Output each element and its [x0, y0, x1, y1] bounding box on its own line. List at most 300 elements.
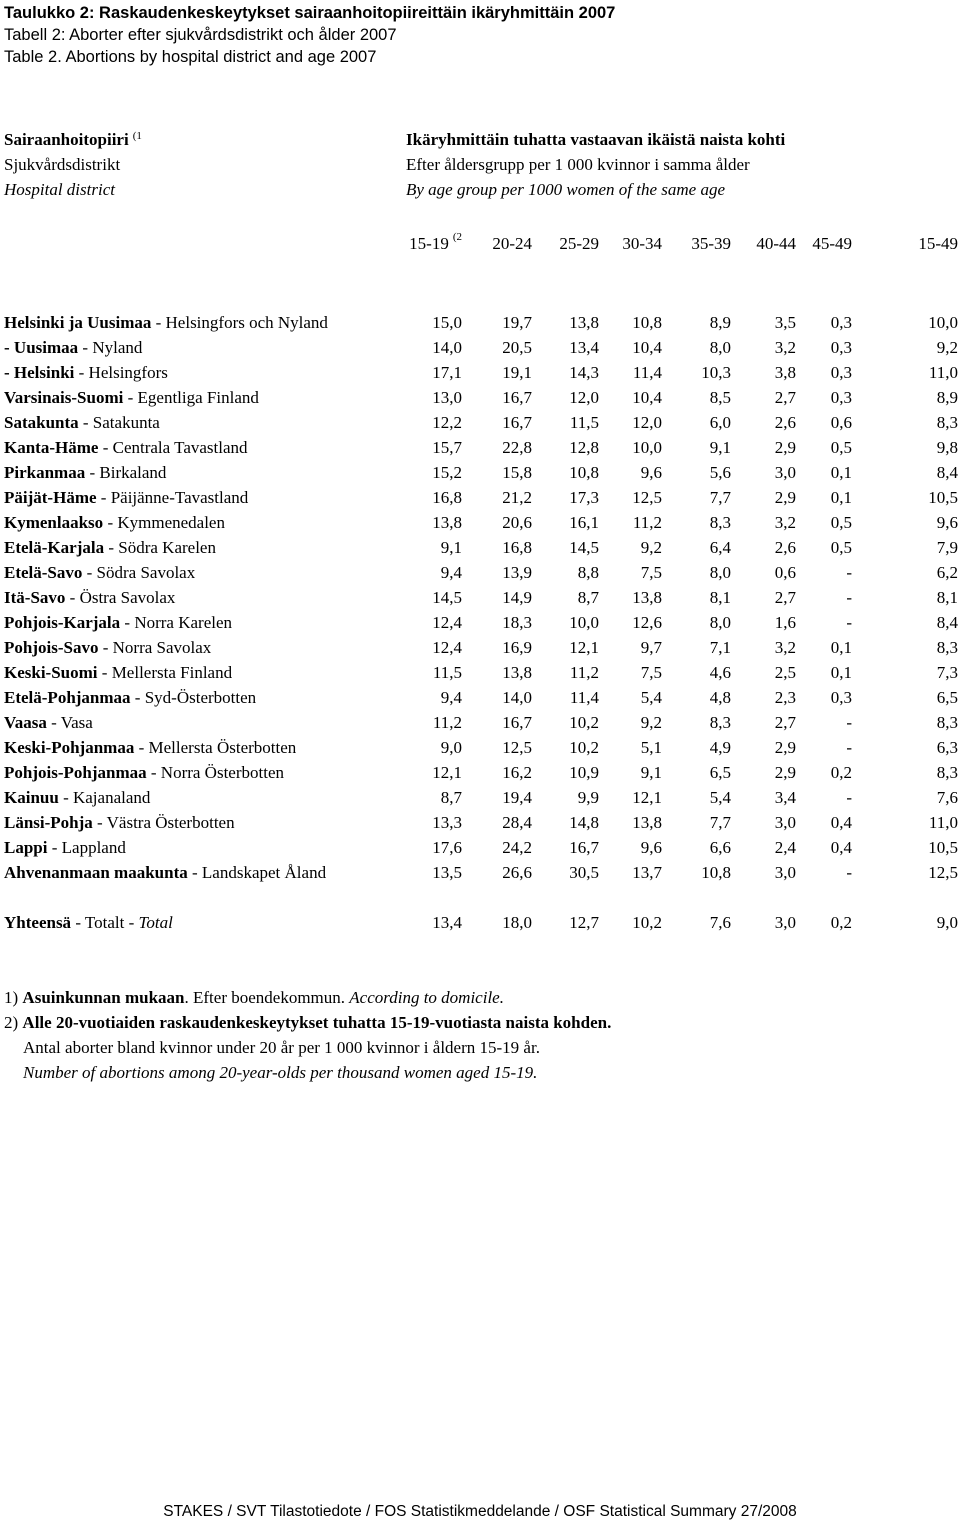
- rate-cell: -: [846, 788, 852, 807]
- rate-cell: 14,0: [502, 688, 532, 707]
- district-name-fi: Pohjois-Savo: [4, 638, 99, 657]
- district-name: [4, 585, 175, 610]
- rate-cell: 13,4: [432, 913, 462, 932]
- rate-cell: 8,1: [709, 588, 731, 607]
- district-name-fi: Helsinki ja Uusimaa: [4, 313, 152, 332]
- district-name-fi: Kainuu: [4, 788, 59, 807]
- rate-cell: 9,2: [936, 338, 958, 357]
- table-row: [0, 460, 960, 485]
- district-name-sv: - Södra Savolax: [82, 563, 196, 582]
- rate-cell: 14,5: [432, 588, 462, 607]
- rate-cell: 8,0: [709, 563, 731, 582]
- rate-cell: 12,8: [569, 438, 599, 457]
- table-row: [0, 310, 960, 335]
- rate-cell: 19,1: [502, 363, 532, 382]
- age-group-label: 15-49: [918, 234, 958, 253]
- district-name: [4, 310, 328, 335]
- rate-cell: 12,5: [928, 863, 958, 882]
- rate-cell: 0,3: [830, 363, 852, 382]
- rate-cell: 16,2: [502, 763, 532, 782]
- rate-cell: 15,7: [432, 438, 462, 457]
- age-group-label: 30-34: [622, 234, 662, 253]
- rate-cell: 3,2: [774, 338, 796, 357]
- rate-cell: 15,8: [502, 463, 532, 482]
- rate-cell: 2,9: [774, 763, 796, 782]
- district-name-sv: - Birkaland: [85, 463, 167, 482]
- rate-cell: 16,8: [432, 488, 462, 507]
- rate-cell: 18,3: [502, 613, 532, 632]
- rate-cell: 10,5: [928, 838, 958, 857]
- district-name: [4, 435, 248, 460]
- rate-cell: 3,4: [774, 788, 796, 807]
- rate-cell: 10,2: [569, 738, 599, 757]
- rate-cell: 9,1: [640, 763, 662, 782]
- rate-cell: -: [846, 863, 852, 882]
- footnote-1-sv: . Efter boendekommun.: [184, 988, 350, 1007]
- rate-cell: 12,1: [432, 763, 462, 782]
- rate-cell: 14,8: [569, 813, 599, 832]
- measure-header-fi: Ikäryhmittäin tuhatta vastaavan ikäistä naista kohti: [406, 130, 786, 149]
- rate-cell: 12,5: [632, 488, 662, 507]
- table-row: [0, 435, 960, 460]
- rate-cell: 19,4: [502, 788, 532, 807]
- rate-cell: 14,5: [569, 538, 599, 557]
- rate-cell: 12,7: [569, 913, 599, 932]
- district-name: [4, 485, 248, 510]
- rate-cell: 12,4: [432, 613, 462, 632]
- rate-cell: 3,2: [774, 638, 796, 657]
- age-group-label: 15-19: [409, 234, 449, 253]
- rate-cell: 9,2: [640, 713, 662, 732]
- total-label-fi: Yhteensä: [4, 913, 72, 932]
- age-group-header-row: [0, 231, 960, 258]
- district-name-fi: Pirkanmaa: [4, 463, 86, 482]
- table-titles: [4, 2, 615, 68]
- rate-cell: 11,4: [632, 363, 662, 382]
- rate-cell: 7,9: [936, 538, 958, 557]
- rate-cell: 6,5: [936, 688, 958, 707]
- rate-cell: 16,7: [502, 388, 532, 407]
- district-name-fi: Etelä-Pohjanmaa: [4, 688, 131, 707]
- rate-cell: 12,1: [569, 638, 599, 657]
- district-name: [4, 810, 235, 835]
- rate-cell: 6,5: [709, 763, 731, 782]
- rate-cell: 2,3: [774, 688, 796, 707]
- district-name: [4, 685, 256, 710]
- rate-cell: 8,0: [709, 613, 731, 632]
- rate-cell: 3,0: [774, 913, 796, 932]
- footnote-1-fi: Asuinkunnan mukaan: [22, 988, 185, 1007]
- district-name-sv: - Kymmenedalen: [103, 513, 225, 532]
- rate-cell: 6,0: [709, 413, 731, 432]
- rate-cell: 5,4: [640, 688, 662, 707]
- rate-cell: 5,1: [640, 738, 662, 757]
- rate-cell: 13,4: [569, 338, 599, 357]
- district-name: [4, 385, 259, 410]
- rate-cell: 12,0: [569, 388, 599, 407]
- district-name-sv: - Lappland: [47, 838, 126, 857]
- age-group-header: [529, 234, 599, 254]
- district-name-sv: - Päijänne-Tavastland: [96, 488, 249, 507]
- rate-cell: 4,8: [709, 688, 731, 707]
- district-name-fi: Pohjois-Pohjanmaa: [4, 763, 147, 782]
- measure-column-header: [406, 127, 785, 202]
- age-group-label: 45-49: [812, 234, 852, 253]
- rate-cell: 0,1: [830, 463, 852, 482]
- district-column-header: [4, 127, 142, 202]
- table-row: [0, 735, 960, 760]
- district-name-sv: - Kajanaland: [58, 788, 151, 807]
- rate-cell: 0,3: [830, 338, 852, 357]
- rate-cell: 8,3: [936, 638, 958, 657]
- district-name: [4, 560, 195, 585]
- rate-cell: 8,3: [709, 513, 731, 532]
- table-row: [0, 485, 960, 510]
- rate-cell: 0,3: [830, 388, 852, 407]
- title-english: Table 2. Abortions by hospital district and age 2007: [4, 48, 377, 66]
- rate-cell: -: [846, 713, 852, 732]
- rate-cell: 0,6: [774, 563, 796, 582]
- rate-cell: 13,3: [432, 813, 462, 832]
- district-name-sv: - Vasa: [46, 713, 93, 732]
- rate-cell: 7,5: [640, 663, 662, 682]
- district-name-fi: Varsinais-Suomi: [4, 388, 124, 407]
- rate-cell: 3,0: [774, 863, 796, 882]
- rate-cell: 13,8: [502, 663, 532, 682]
- rate-cell: 8,3: [936, 763, 958, 782]
- age-group-header: [382, 231, 462, 254]
- district-name: [4, 835, 126, 860]
- rate-cell: 9,4: [440, 688, 462, 707]
- rate-cell: 13,5: [432, 863, 462, 882]
- district-name-fi: Lappi: [4, 838, 48, 857]
- rate-cell: 0,5: [830, 438, 852, 457]
- table-row: [0, 760, 960, 785]
- rate-cell: 16,7: [502, 713, 532, 732]
- rate-cell: 0,5: [830, 538, 852, 557]
- rate-cell: 13,7: [632, 863, 662, 882]
- district-name-fi: Etelä-Karjala: [4, 538, 105, 557]
- rate-cell: 0,3: [830, 313, 852, 332]
- rate-cell: 8,9: [709, 313, 731, 332]
- footnote-1-en: According to domicile.: [349, 988, 504, 1007]
- table-row: [0, 560, 960, 585]
- page-footer: STAKES / SVT Tilastotiedote / FOS Statistikmeddelande / OSF Statistical Summary 27/2008: [163, 1503, 797, 1520]
- district-name-fi: Kymenlaakso: [4, 513, 104, 532]
- rate-cell: 0,1: [830, 663, 852, 682]
- rate-cell: 13,8: [632, 813, 662, 832]
- rate-cell: 9,1: [440, 538, 462, 557]
- district-name: [4, 610, 232, 635]
- rate-cell: 8,3: [709, 713, 731, 732]
- rate-cell: 24,2: [502, 838, 532, 857]
- age-group-label: 25-29: [559, 234, 599, 253]
- footnote-2-en: Number of abortions among 20-year-olds per thousand women aged 15-19.: [23, 1063, 538, 1082]
- rate-cell: 20,6: [502, 513, 532, 532]
- rate-cell: 8,4: [936, 613, 958, 632]
- table-row: [0, 660, 960, 685]
- district-name-sv: - Nyland: [78, 338, 143, 357]
- table-row: [0, 835, 960, 860]
- district-name-sv: - Helsingfors: [74, 363, 168, 382]
- table-row: [0, 810, 960, 835]
- rate-cell: 9,6: [640, 838, 662, 857]
- district-name: [4, 510, 225, 535]
- rate-cell: 9,6: [936, 513, 958, 532]
- district-name-sv: - Satakunta: [78, 413, 160, 432]
- rate-cell: 10,4: [632, 338, 662, 357]
- district-name: [4, 535, 216, 560]
- district-name-sv: - Syd-Österbotten: [130, 688, 257, 707]
- rate-cell: -: [846, 738, 852, 757]
- rate-cell: 2,5: [774, 663, 796, 682]
- district-header-fi: Sairaanhoitopiiri: [4, 130, 129, 149]
- rate-cell: 8,3: [936, 713, 958, 732]
- rate-cell: 9,7: [640, 638, 662, 657]
- district-name: [4, 335, 142, 360]
- rate-cell: 0,3: [830, 688, 852, 707]
- rate-cell: -: [846, 588, 852, 607]
- table-row: [0, 610, 960, 635]
- rate-cell: 8,7: [440, 788, 462, 807]
- age-group-header: [888, 234, 958, 254]
- age-group-footnote-ref: (2: [452, 231, 462, 243]
- district-name-fi: Länsi-Pohja: [4, 813, 93, 832]
- footnote-1: [4, 985, 611, 1010]
- rate-cell: 10,4: [632, 388, 662, 407]
- title-swedish: Tabell 2: Aborter efter sjukvårdsdistrikt och ålder 2007: [4, 26, 397, 44]
- district-name-sv: - Norra Karelen: [120, 613, 233, 632]
- rate-cell: 9,2: [640, 538, 662, 557]
- total-label-en: Total: [138, 913, 173, 932]
- rate-cell: 12,6: [632, 613, 662, 632]
- rate-cell: 13,9: [502, 563, 532, 582]
- rate-cell: 10,0: [928, 313, 958, 332]
- rate-cell: 5,6: [709, 463, 731, 482]
- district-header-en: Hospital district: [4, 180, 115, 199]
- rate-cell: 2,6: [774, 538, 796, 557]
- district-name: [4, 785, 150, 810]
- rate-cell: 9,6: [640, 463, 662, 482]
- district-name: [4, 735, 296, 760]
- rate-cell: 7,6: [936, 788, 958, 807]
- rate-cell: 13,8: [432, 513, 462, 532]
- rate-cell: 7,7: [709, 813, 731, 832]
- rate-cell: 16,7: [569, 838, 599, 857]
- rate-cell: 9,0: [936, 913, 958, 932]
- footnote-2-sv: Antal aborter bland kvinnor under 20 år per 1 000 kvinnor i åldern 15-19 år.: [23, 1038, 540, 1057]
- rate-cell: 16,8: [502, 538, 532, 557]
- rate-cell: 30,5: [569, 863, 599, 882]
- rate-cell: 10,0: [569, 613, 599, 632]
- table-row: [0, 510, 960, 535]
- rate-cell: 17,6: [432, 838, 462, 857]
- rate-cell: 8,3: [936, 413, 958, 432]
- table-row: [0, 410, 960, 435]
- rate-cell: 7,3: [936, 663, 958, 682]
- rate-cell: 2,9: [774, 438, 796, 457]
- rate-cell: 7,7: [709, 488, 731, 507]
- rate-cell: 16,7: [502, 413, 532, 432]
- district-name: [4, 360, 168, 385]
- rate-cell: 3,8: [774, 363, 796, 382]
- rate-cell: 2,6: [774, 413, 796, 432]
- district-name: [4, 710, 93, 735]
- rate-cell: 3,2: [774, 513, 796, 532]
- age-group-header: [782, 234, 852, 254]
- total-label-sv: - Totalt -: [71, 913, 139, 932]
- footnote-2-number: 2): [4, 1013, 19, 1032]
- footnote-1-number: 1): [4, 988, 19, 1007]
- rate-cell: 11,2: [569, 663, 599, 682]
- district-name: [4, 760, 284, 785]
- table-row: [0, 360, 960, 385]
- rate-cell: 3,0: [774, 463, 796, 482]
- rate-cell: 6,3: [936, 738, 958, 757]
- rate-cell: 4,6: [709, 663, 731, 682]
- rate-cell: 12,4: [432, 638, 462, 657]
- rate-cell: 8,0: [709, 338, 731, 357]
- rate-cell: 10,2: [569, 713, 599, 732]
- district-name: [4, 660, 232, 685]
- rate-cell: 6,6: [709, 838, 731, 857]
- rate-cell: 10,2: [632, 913, 662, 932]
- rate-cell: 9,8: [936, 438, 958, 457]
- age-group-header: [462, 234, 532, 254]
- rate-cell: 0,4: [830, 838, 852, 857]
- rate-cell: 6,4: [709, 538, 731, 557]
- rate-cell: 7,6: [709, 913, 731, 932]
- rate-cell: 19,7: [502, 313, 532, 332]
- rate-cell: 13,8: [569, 313, 599, 332]
- district-name-sv: - Norra Savolax: [98, 638, 212, 657]
- table-row: [0, 535, 960, 560]
- rate-cell: 21,2: [502, 488, 532, 507]
- rate-cell: 7,5: [640, 563, 662, 582]
- rate-cell: 10,8: [569, 463, 599, 482]
- rate-cell: 7,1: [709, 638, 731, 657]
- age-group-label: 20-24: [492, 234, 532, 253]
- rate-cell: 11,2: [432, 713, 462, 732]
- title-finnish: Taulukko 2: Raskaudenkeskeytykset sairaanhoitopiireittäin ikäryhmittäin 2007: [4, 4, 616, 22]
- rate-cell: 2,4: [774, 838, 796, 857]
- rate-cell: 0,2: [830, 763, 852, 782]
- table-row: [0, 585, 960, 610]
- rate-cell: 22,8: [502, 438, 532, 457]
- rate-cell: 20,5: [502, 338, 532, 357]
- rate-cell: 17,3: [569, 488, 599, 507]
- rate-cell: 11,4: [569, 688, 599, 707]
- rate-cell: 3,0: [774, 813, 796, 832]
- district-name-sv: - Södra Karelen: [104, 538, 216, 557]
- district-name-fi: Keski-Pohjanmaa: [4, 738, 135, 757]
- footnotes: [4, 985, 611, 1085]
- district-name-sv: - Centrala Tavastland: [98, 438, 248, 457]
- rate-cell: 16,9: [502, 638, 532, 657]
- district-name-sv: - Egentliga Finland: [123, 388, 259, 407]
- rate-cell: 5,4: [709, 788, 731, 807]
- district-name-fi: Keski-Suomi: [4, 663, 98, 682]
- district-header-sv: Sjukvårdsdistrikt: [4, 155, 121, 174]
- district-name-fi: Vaasa: [4, 713, 47, 732]
- rate-cell: 11,0: [928, 813, 958, 832]
- rate-cell: 0,1: [830, 488, 852, 507]
- district-name-fi: Itä-Savo: [4, 588, 66, 607]
- rate-cell: 11,5: [432, 663, 462, 682]
- rate-cell: 18,0: [502, 913, 532, 932]
- table-row: [0, 785, 960, 810]
- rate-cell: 0,5: [830, 513, 852, 532]
- rate-cell: 0,1: [830, 638, 852, 657]
- rate-cell: 12,1: [632, 788, 662, 807]
- rate-cell: 10,5: [928, 488, 958, 507]
- rate-cell: 6,2: [936, 563, 958, 582]
- district-name-fi: Satakunta: [4, 413, 79, 432]
- rate-cell: 8,1: [936, 588, 958, 607]
- rate-cell: 9,4: [440, 563, 462, 582]
- rate-cell: 16,1: [569, 513, 599, 532]
- age-group-label: 40-44: [756, 234, 796, 253]
- table-row: [0, 860, 960, 885]
- footnote-2-fi: Alle 20-vuotiaiden raskaudenkeskeytykset tuhatta 15-19-vuotiasta naista kohden.: [22, 1013, 612, 1032]
- rate-cell: -: [846, 613, 852, 632]
- total-row: [0, 910, 960, 935]
- district-name-fi: - Helsinki: [4, 363, 75, 382]
- rate-cell: 17,1: [432, 363, 462, 382]
- district-footnote-ref: (1: [132, 130, 142, 142]
- rate-cell: 15,0: [432, 313, 462, 332]
- rate-cell: 2,7: [774, 588, 796, 607]
- rate-cell: 9,9: [577, 788, 599, 807]
- rate-cell: 14,0: [432, 338, 462, 357]
- table-row: [0, 710, 960, 735]
- rate-cell: 13,0: [432, 388, 462, 407]
- rate-cell: 8,4: [936, 463, 958, 482]
- rate-cell: 9,0: [440, 738, 462, 757]
- district-name-sv: - Norra Österbotten: [146, 763, 284, 782]
- table-row: [0, 335, 960, 360]
- district-name-sv: - Västra Österbotten: [92, 813, 235, 832]
- rate-cell: 12,2: [432, 413, 462, 432]
- rate-cell: 12,0: [632, 413, 662, 432]
- district-name: [4, 460, 166, 485]
- rate-cell: 10,9: [569, 763, 599, 782]
- rate-cell: 2,9: [774, 488, 796, 507]
- rate-cell: 0,4: [830, 813, 852, 832]
- rate-cell: 26,6: [502, 863, 532, 882]
- rate-cell: 13,8: [632, 588, 662, 607]
- district-name-fi: Päijät-Häme: [4, 488, 97, 507]
- district-name-fi: - Uusimaa: [4, 338, 79, 357]
- district-name-fi: Kanta-Häme: [4, 438, 99, 457]
- district-name: [4, 910, 173, 935]
- district-name-sv: - Mellersta Österbotten: [134, 738, 297, 757]
- rate-cell: 8,7: [577, 588, 599, 607]
- rate-cell: 15,2: [432, 463, 462, 482]
- district-name-sv: - Östra Savolax: [65, 588, 176, 607]
- measure-header-sv: Efter åldersgrupp per 1 000 kvinnor i samma ålder: [406, 155, 750, 174]
- table-row: [0, 385, 960, 410]
- district-name: [4, 860, 326, 885]
- rate-cell: 8,8: [577, 563, 599, 582]
- rate-cell: 2,7: [774, 713, 796, 732]
- age-group-header: [592, 234, 662, 254]
- rate-cell: 10,8: [701, 863, 731, 882]
- district-name-sv: - Mellersta Finland: [97, 663, 233, 682]
- district-name: [4, 410, 160, 435]
- rate-cell: 1,6: [774, 613, 796, 632]
- age-group-header: [661, 234, 731, 254]
